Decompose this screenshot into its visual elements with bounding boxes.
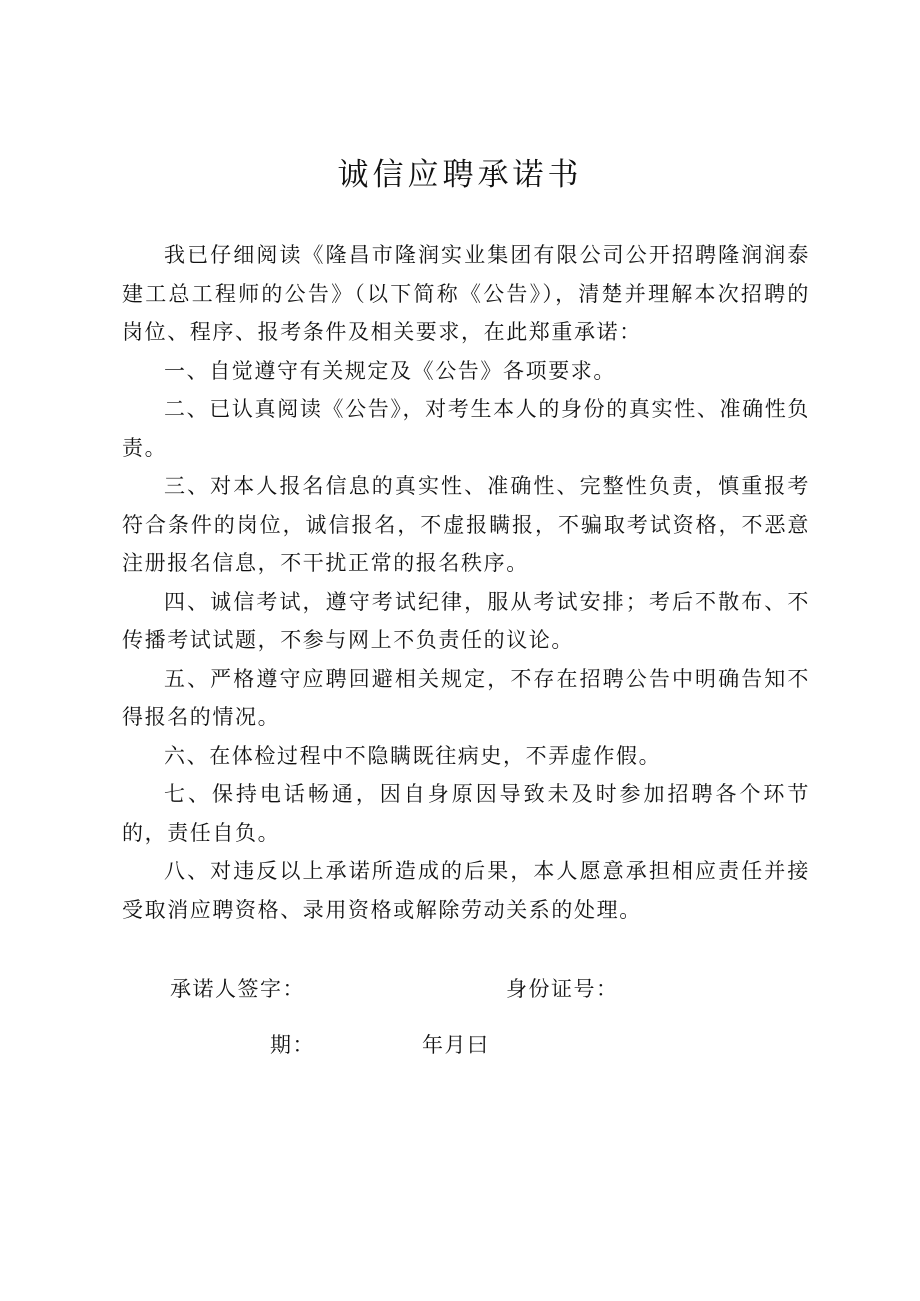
signature-label: 承诺人签字： <box>170 977 305 1001</box>
paragraph-item-2: 二、已认真阅读《公告》，对考生本人的身份的真实性、准确性负责。 <box>122 397 810 460</box>
paragraph-intro: 我已仔细阅读《隆昌市隆润实业集团有限公司公开招聘隆润润泰建工总工程师的公告》（以下简称《公告》），清楚并理解本次招聘的岗位、程序、报考条件及相关要求，在此郑重承诺： <box>122 243 810 344</box>
paragraph-item-7: 七、保持电话畅通，因自身原因导致未及时参加招聘各个环节的，责任自负。 <box>122 782 810 845</box>
paragraph-item-5: 五、严格遵守应聘回避相关规定，不存在招聘公告中明确告知不得报名的情况。 <box>122 666 810 729</box>
paragraph-item-4: 四、诚信考试，遵守考试纪律，服从考试安排；考后不散布、不传播考试试题，不参与网上不负责任的议论。 <box>122 589 810 652</box>
paragraph-item-3: 三、对本人报名信息的真实性、准确性、完整性负责，慎重报考符合条件的岗位，诚信报名，不虚报瞒报，不骗取考试资格，不恶意注册报名信息，不干扰正常的报名秩序。 <box>122 474 810 575</box>
document-title: 诚信应聘承诺书 <box>337 157 583 193</box>
document-body <box>122 236 810 929</box>
date-ymd-label: 年月曰 <box>422 1033 490 1057</box>
paragraph-item-8: 八、对违反以上承诺所造成的后果，本人愿意承担相应责任并接受取消应聘资格、录用资格或解除劳动关系的处理。 <box>122 859 810 922</box>
paragraph-item-6: 六、在体检过程中不隐瞒既往病史，不弄虚作假。 <box>164 743 662 768</box>
id-number-label: 身份证号： <box>506 977 619 1001</box>
date-label: 期： <box>270 1033 315 1057</box>
paragraph-item-1: 一、自觉遵守有关规定及《公告》各项要求。 <box>164 358 616 383</box>
